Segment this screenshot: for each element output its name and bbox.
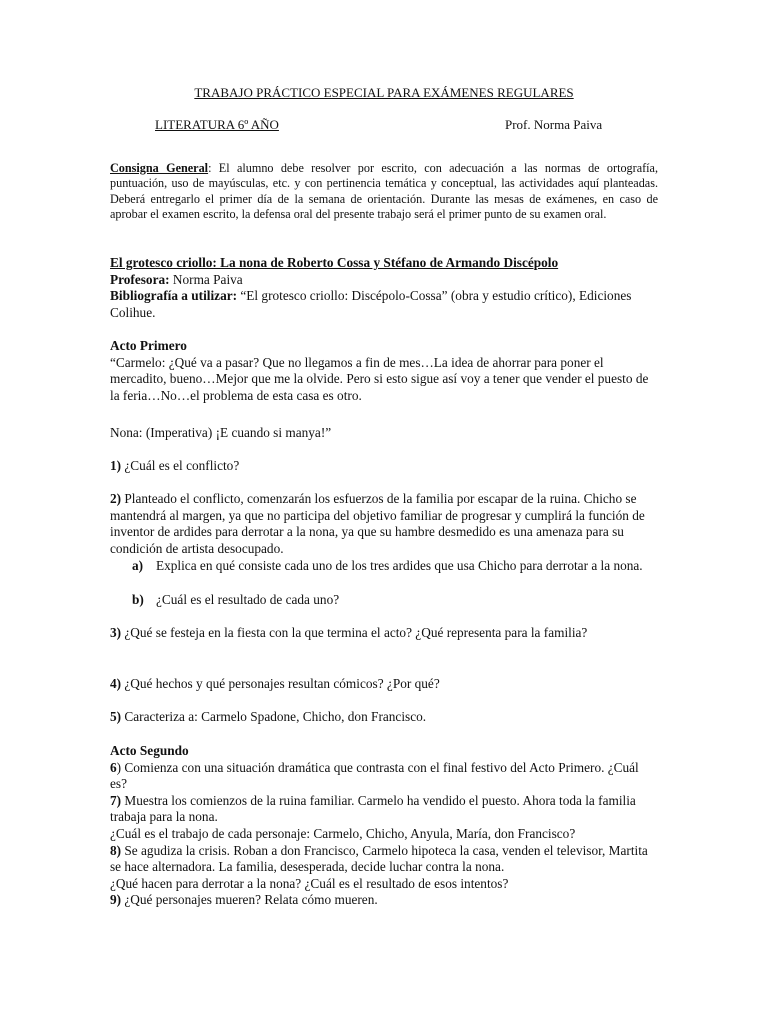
question-7-text: Muestra los comienzos de la ruina familiar. Carmelo ha vendido el puesto. Ahora toda la familia trabaja para la nona. <box>110 792 636 825</box>
question-8 <box>110 843 658 876</box>
question-7 <box>110 793 658 826</box>
bibliography-text: “El grotesco criollo: Discépolo-Cossa” (obra y estudio crítico), Ediciones Colihue. <box>110 288 632 320</box>
question-2-number: 2) <box>110 491 122 506</box>
question-2a-text: Explica en qué consiste cada uno de los tres ardides que usa Chicho para derrotar a la nona. <box>156 558 643 573</box>
acto1-heading <box>110 338 658 404</box>
question-8-number: 8) <box>110 842 122 858</box>
question-3-number: 3) <box>110 625 122 640</box>
question-2b <box>110 592 658 609</box>
question-1-text: ¿Cuál es el conflicto? <box>121 458 240 473</box>
acto2-block <box>110 743 658 909</box>
section-heading-block <box>110 255 658 321</box>
question-2b-mark: b) <box>132 592 144 607</box>
acto1-title: Acto Primero <box>110 338 187 353</box>
consigna-paragraph <box>110 161 658 222</box>
question-4 <box>110 676 658 693</box>
acto1-quote: “Carmelo: ¿Qué va a pasar? Que no llegamos a fin de mes…La idea de ahorrar para poner el mercadito, bueno…Mejor que me la olvide. Pero si esto sigue así voy a tener que vender el puesto de la feria…No…el problema de esta casa es otro. <box>110 354 649 403</box>
question-1-number: 1) <box>110 458 122 473</box>
question-9 <box>110 892 658 909</box>
question-6-number: 6 <box>110 759 117 775</box>
question-5 <box>110 709 658 726</box>
question-6 <box>110 760 658 793</box>
question-6-text: ) Comienza con una situación dramática que contrasta con el final festivo del Acto Primero. ¿Cuál es? <box>110 759 639 792</box>
document-title: TRABAJO PRÁCTICO ESPECIAL PARA EXÁMENES REGULARES <box>194 85 574 100</box>
question-4-text: ¿Qué hechos y qué personajes resultan cómicos? ¿Por qué? <box>121 676 440 691</box>
question-9-number: 9) <box>110 892 122 908</box>
acto2-title: Acto Segundo <box>110 743 189 758</box>
question-8-text: Se agudiza la crisis. Roban a don Francisco, Carmelo hipoteca la casa, venden el televisor, Martita se hace alternadora. La familia, desesperada, decide luchar contra la nona. <box>110 842 648 875</box>
question-2a-mark: a) <box>132 558 144 573</box>
consigna-text: : El alumno debe resolver por escrito, con adecuación a las normas de ortografía, puntuación, uso de mayúsculas, etc. y con pertinencia temática y conceptual, las actividades aquí planteadas. Deberá entregarlo el primer día de la semana de orientación. Durante las mesas de exámenes, en caso de aprobar el examen escrito, la defensa oral del presente trabajo será el primer punto de su examen oral. <box>110 161 659 221</box>
question-8b: ¿Qué hacen para derrotar a la nona? ¿Cuál es el resultado de esos intentos? <box>110 875 509 891</box>
section-heading: El grotesco criollo: La nona de Roberto Cossa y Stéfano de Armando Discépolo <box>110 255 559 270</box>
question-4-number: 4) <box>110 676 122 691</box>
professor-label: Prof. Norma Paiva <box>505 117 603 132</box>
question-5-number: 5) <box>110 709 122 724</box>
question-2a <box>110 558 658 575</box>
question-7b: ¿Cuál es el trabajo de cada personaje: Carmelo, Chicho, Anyula, María, don Francisco? <box>110 825 576 841</box>
question-2 <box>110 491 658 557</box>
question-3-text: ¿Qué se festeja en la fiesta con la que termina el acto? ¿Qué representa para la familia? <box>121 625 588 640</box>
question-2b-text: ¿Cuál es el resultado de cada uno? <box>156 592 340 607</box>
question-9-text: ¿Qué personajes mueren? Relata cómo mueren. <box>121 892 378 908</box>
question-3 <box>110 625 658 642</box>
nona-quote: Nona: (Imperativa) ¡E cuando si manya!” <box>110 425 332 440</box>
consigna-label: Consigna General <box>110 161 209 175</box>
teacher-label: Profesora: <box>110 271 170 287</box>
teacher-name: Norma Paiva <box>169 271 243 287</box>
question-7-number: 7) <box>110 792 122 808</box>
question-5-text: Caracteriza a: Carmelo Spadone, Chicho, don Francisco. <box>121 709 427 724</box>
question-2-text: Planteado el conflicto, comenzarán los esfuerzos de la familia por escapar de la ruina. Chicho se mantendrá al margen, ya que no participa del objetivo familiar de progresar y cumplirá la función de inventor de ardides para derrotar a la nona, ya que su hambre desmedido es una amenaza para su condición de artista desocupado. <box>110 491 645 556</box>
question-1 <box>110 458 658 475</box>
subject-label: LITERATURA 6º AÑO <box>155 117 279 132</box>
bibliography-label: Bibliografía a utilizar: <box>110 288 238 304</box>
